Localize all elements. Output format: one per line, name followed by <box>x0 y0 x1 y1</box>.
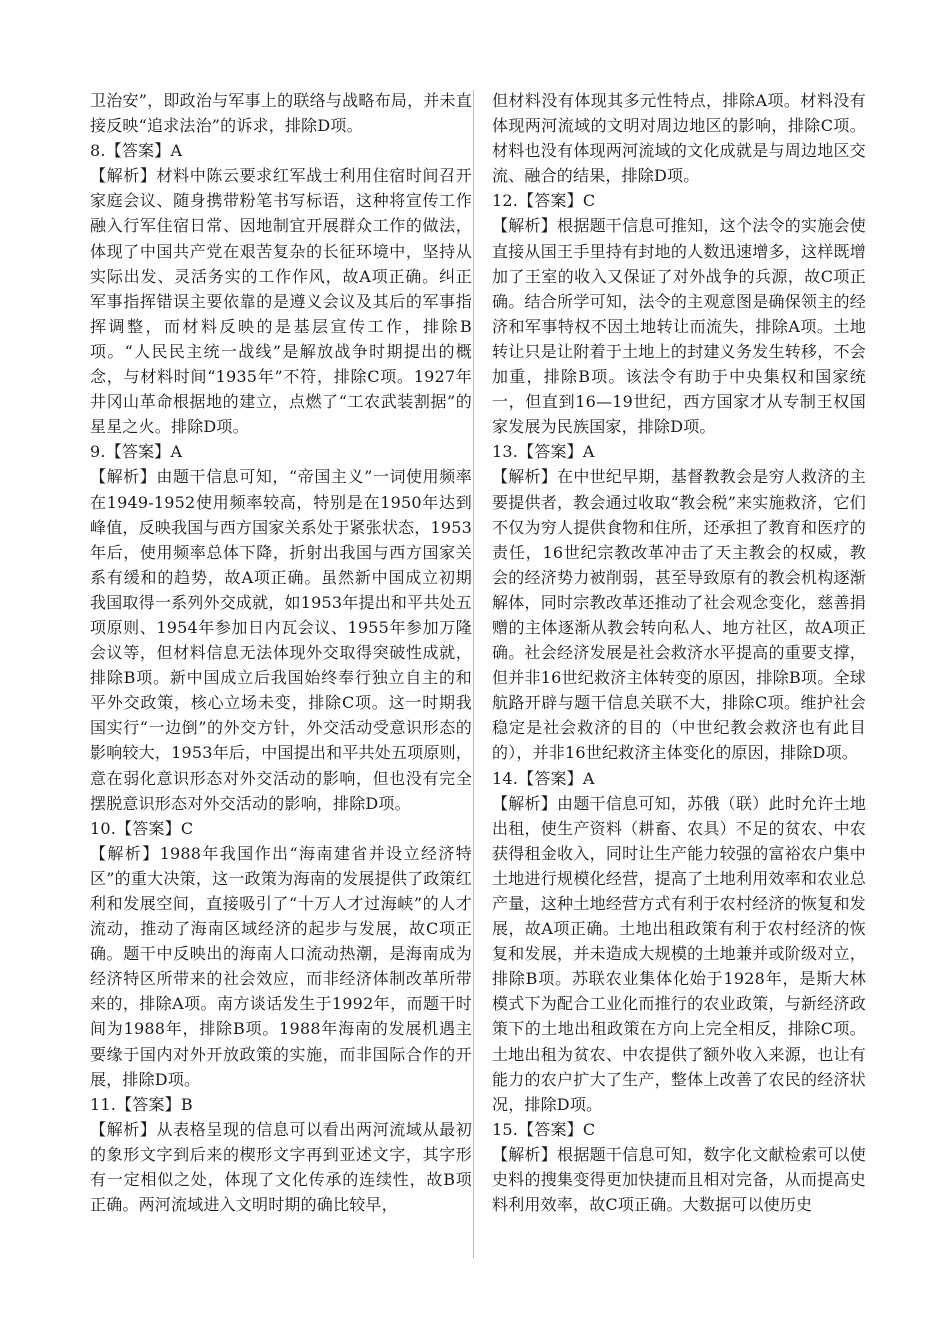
right-column <box>492 88 866 1217</box>
explanation-15: 【解析】根据题干信息可知，数字化文献检索可以使史料的搜集变得更加快捷而且相对完备，从而提高史料利用效率，故C项正确。大数据可以使历史 <box>492 1144 866 1215</box>
answer-heading-14: 14.【答案】A <box>492 768 595 788</box>
column-divider <box>473 90 474 1258</box>
explanation-8: 【解析】材料中陈云要求红军战士利用住宿时间召开家庭会议、随身携带粉笔书写标语，这种将宣传工作融入行军住宿日常、因地制宜开展群众工作的做法，体现了中国共产党在艰苦复杂的长征环境中，坚持从实际出发、灵活务实的工作作风，故A项正确。纠正军事指挥错误主要依靠的是遵义会议及其后的军事指挥调整，而材料反映的是基层宣传工作，排除B项。“人民民主统一战线”是解放战争时期提出的概念，与材料时间“1935年”不符，排除C项。1927年井冈山革命根据地的建立，点燃了“工农武装割据”的星星之火。排除D项。 <box>90 166 472 437</box>
explanation-10: 【解析】1988年我国作出“海南建省并设立经济特区”的重大决策，这一政策为海南的发展提供了政策红利和发展空间，直接吸引了“十万人才过海峡”的人才流动，推动了海南区域经济的起步与发展，故C项正确。题干中反映出的海南人口流动热潮，是海南成为经济特区所带来的社会效应，而非经济体制改革所带来的，排除A项。南方谈话发生于1992年，而题干时间为1988年，排除B项。1988年海南的发展机遇主要缘于国内对外开放政策的实施，而非国际合作的开展，排除D项。 <box>90 843 472 1089</box>
explanation-12: 【解析】根据题干信息可推知，这个法令的实施会使直接从国王手里持有封地的人数迅速增多，这样既增加了王室的收入又保证了对外战争的兵源，故C项正确。结合所学可知，法令的主观意图是确保领主的经济和军事特权不因土地转让而流失，排除A项。土地转让只是让附着于土地上的封建义务发生转移，不会加重，排除B项。该法令有助于中央集权和国家统一，但直到16—19世纪，西方国家才从专制王权国家发展为民族国家，排除D项。 <box>492 216 866 437</box>
explanation-9: 【解析】由题干信息可知，“帝国主义”一词使用频率在1949-1952使用频率较高，特别是在1950年达到峰值，反映我国与西方国家关系处于紧张状态，1953年后，使用频率总体下降，折射出我国与西方国家关系有缓和的趋势，故A项正确。虽然新中国成立初期我国取得一系列外交成就，如1953年提出和平共处五项原则、1954年参加日内瓦会议、1955年参加万隆会议等，但材料信息无法体现外交取得突破性成就，排除B项。新中国成立后我国始终奉行独立自主的和平外交政策，核心立场未变，排除C项。这一时期我国实行“一边倒”的外交方针，外交活动受意识形态的影响较大，1953年后，中国提出和平共处五项原则，意在弱化意识形态对外交活动的影响，但也没有完全摆脱意识形态对外交活动的影响，排除D项。 <box>90 467 472 813</box>
answer-heading-13: 13.【答案】A <box>492 442 595 462</box>
explanation-11: 【解析】从表格呈现的信息可以看出两河流域从最初的象形文字到后来的楔形文字再到亚述文字，其字形有一定相似之处，体现了文化传承的连续性，故B项正确。两河流域进入文明时期的确比较早， <box>90 1119 472 1215</box>
answer-heading-10: 10.【答案】C <box>90 818 194 838</box>
answer-heading-11: 11.【答案】B <box>90 1094 193 1114</box>
answer-heading-8: 8.【答案】A <box>90 141 183 161</box>
left-column <box>90 88 472 1217</box>
explanation-14: 【解析】由题干信息可知，苏俄（联）此时允许土地出租，使生产资料（耕畜、农具）不足的贫农、中农获得租金收入，同时让生产能力较强的富裕农户集中土地进行规模化经营，提高了土地利用效率和农业总产量，这种土地经营方式有利于农村经济的恢复和发展，故A项正确。土地出租政策有利于农村经济的恢复和发展，并未造成大规模的土地兼并或阶级对立，排除B项。苏联农业集体化始于1928年，是斯大林模式下为配合工业化而推行的农业政策，与新经济政策下的土地出租政策在方向上完全相反，排除C项。土地出租为贫农、中农提供了额外收入来源，也让有能力的农户扩大了生产，整体上改善了农民的经济状况，排除D项。 <box>492 793 866 1114</box>
paragraph: 但材料没有体现其多元性特点，排除A项。材料没有体现两河流域的文明对周边地区的影响，排除C项。材料也没有体现两河流域的文化成就是与周边地区交流、融合的结果，排除D项。 <box>492 91 866 186</box>
explanation-13: 【解析】在中世纪早期，基督教教会是穷人救济的主要提供者，教会通过收取“教会税”来实施救济，它们不仅为穷人提供食物和住所，还承担了教育和医疗的责任，16世纪宗教改革冲击了天主教会的权威，教会的经济势力被削弱，甚至导致原有的教会机构逐渐解体，同时宗教改革还推动了社会观念变化，慈善捐赠的主体逐渐从教会转向私人、地方社区，故A项正确。社会经济发展是社会救济水平提高的重要支撑，但并非16世纪救济主体转变的原因，排除B项。全球航路开辟与题干信息关联不大，排除C项。维护社会稳定是社会救济的目的（中世纪教会救济也有此目的），并非16世纪救济主体变化的原因，排除D项。 <box>492 467 866 763</box>
answer-heading-15: 15.【答案】C <box>492 1119 596 1139</box>
answer-heading-12: 12.【答案】C <box>492 191 596 211</box>
paragraph: 卫治安”，即政治与军事上的联络与战略布局，并未直接反映“追求法治”的诉求，排除D项。 <box>90 91 472 136</box>
answer-heading-9: 9.【答案】A <box>90 442 183 462</box>
